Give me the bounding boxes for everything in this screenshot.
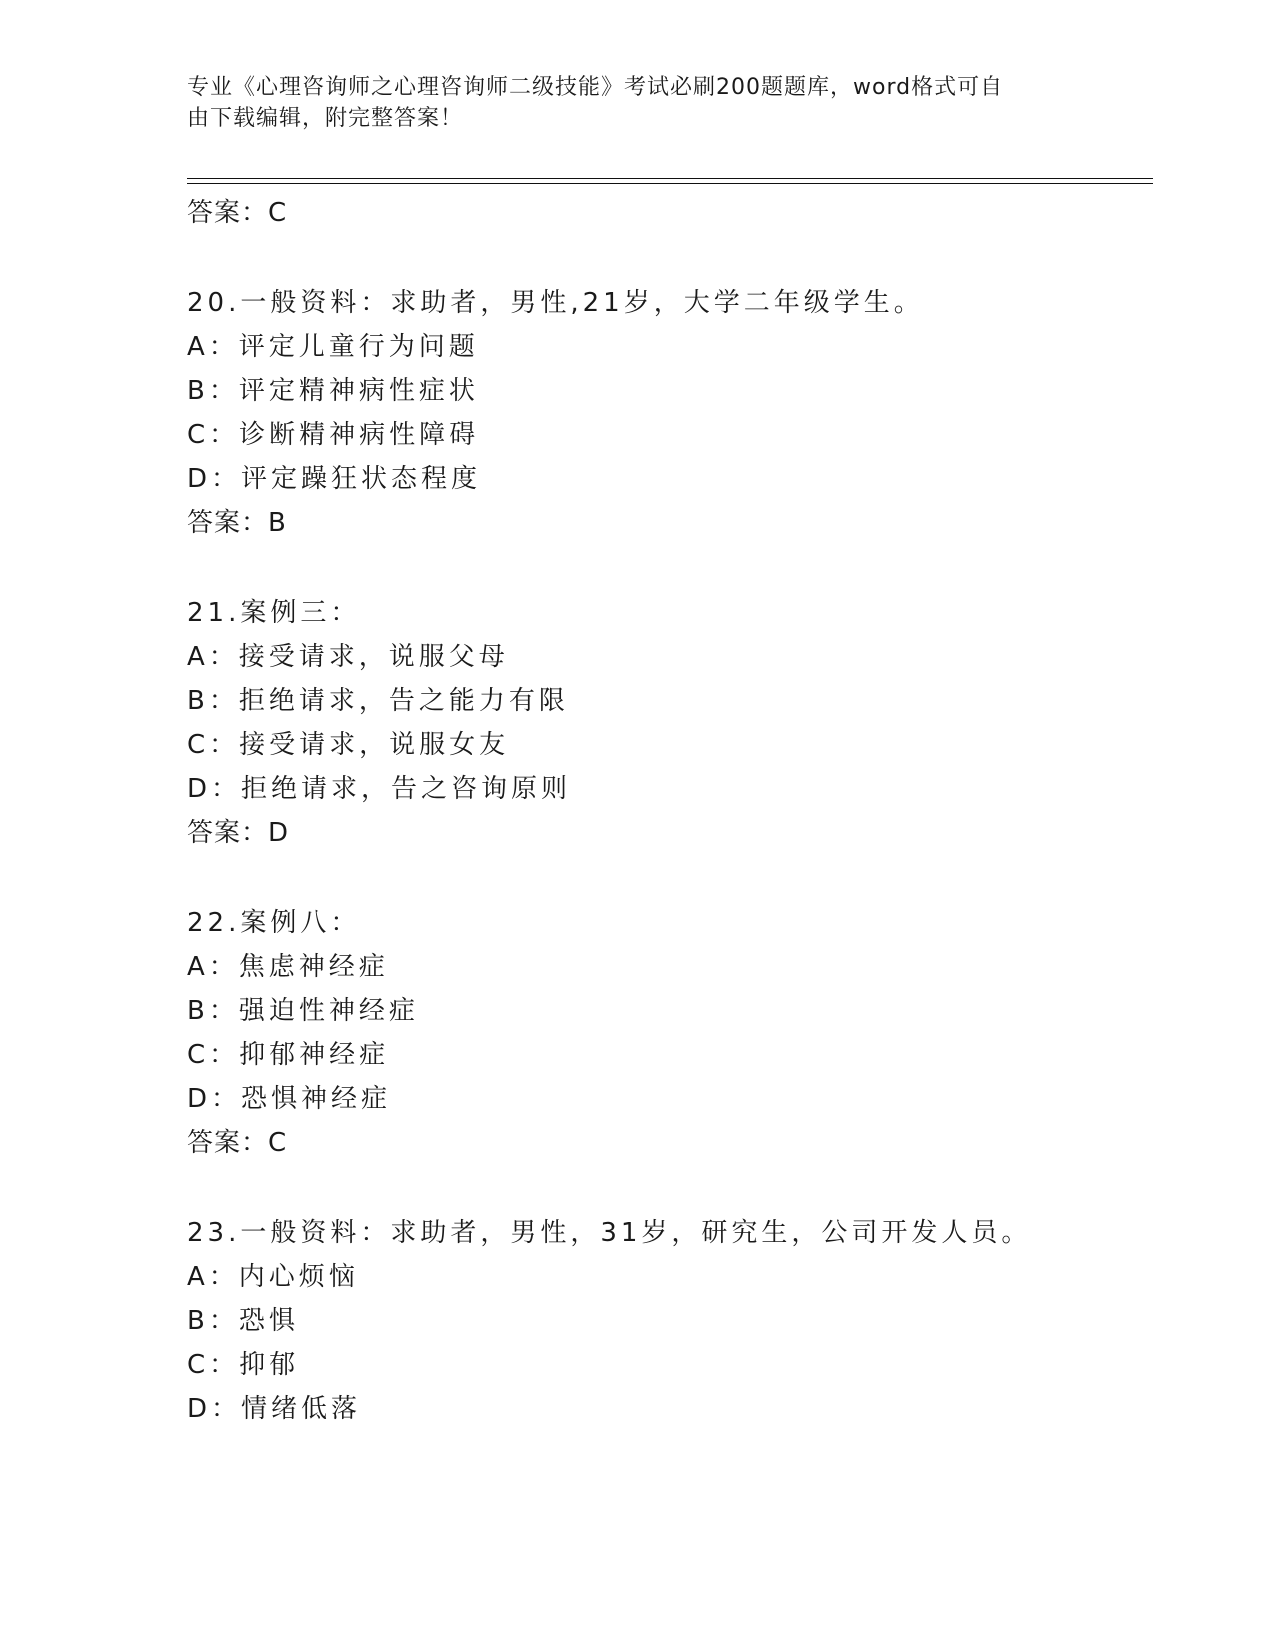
option-b: B：拒绝请求，告之能力有限	[187, 686, 569, 716]
question-21: 21.案例三：	[187, 598, 361, 628]
header-rule-bottom	[187, 183, 1153, 184]
option-a: A：评定儿童行为问题	[187, 332, 479, 362]
answer-line: 答案：C	[187, 1128, 288, 1158]
option-a: A：内心烦恼	[187, 1262, 359, 1292]
answer-line: 答案：D	[187, 818, 290, 848]
document-header	[187, 72, 1067, 134]
option-a: A：接受请求，说服父母	[187, 642, 509, 672]
header-line-2: 由下载编辑，附完整答案！	[187, 106, 464, 131]
option-b: B：强迫性神经症	[187, 996, 419, 1026]
question-23: 23.一般资料：求助者，男性，31岁，研究生，公司开发人员。	[187, 1218, 1032, 1248]
option-b: B：恐惧	[187, 1306, 299, 1336]
answer-line: 答案：B	[187, 508, 287, 538]
option-c: C：诊断精神病性障碍	[187, 420, 480, 450]
question-20: 20.一般资料：求助者，男性,21岁，大学二年级学生。	[187, 288, 924, 318]
option-d: D：情绪低落	[187, 1394, 362, 1424]
option-d: D：拒绝请求，告之咨询原则	[187, 774, 572, 804]
header-rule-top	[187, 178, 1153, 179]
answer-line: 答案：C	[187, 198, 288, 228]
header-line-1: 专业《心理咨询师之心理咨询师二级技能》考试必刷200题题库，word格式可自	[187, 75, 1004, 100]
option-b: B：评定精神病性症状	[187, 376, 479, 406]
option-c: C：接受请求，说服女友	[187, 730, 510, 760]
option-a: A：焦虑神经症	[187, 952, 389, 982]
question-22: 22.案例八：	[187, 908, 361, 938]
option-d: D：评定躁狂状态程度	[187, 464, 482, 494]
option-c: C：抑郁神经症	[187, 1040, 390, 1070]
option-d: D：恐惧神经症	[187, 1084, 392, 1114]
option-c: C：抑郁	[187, 1350, 300, 1380]
